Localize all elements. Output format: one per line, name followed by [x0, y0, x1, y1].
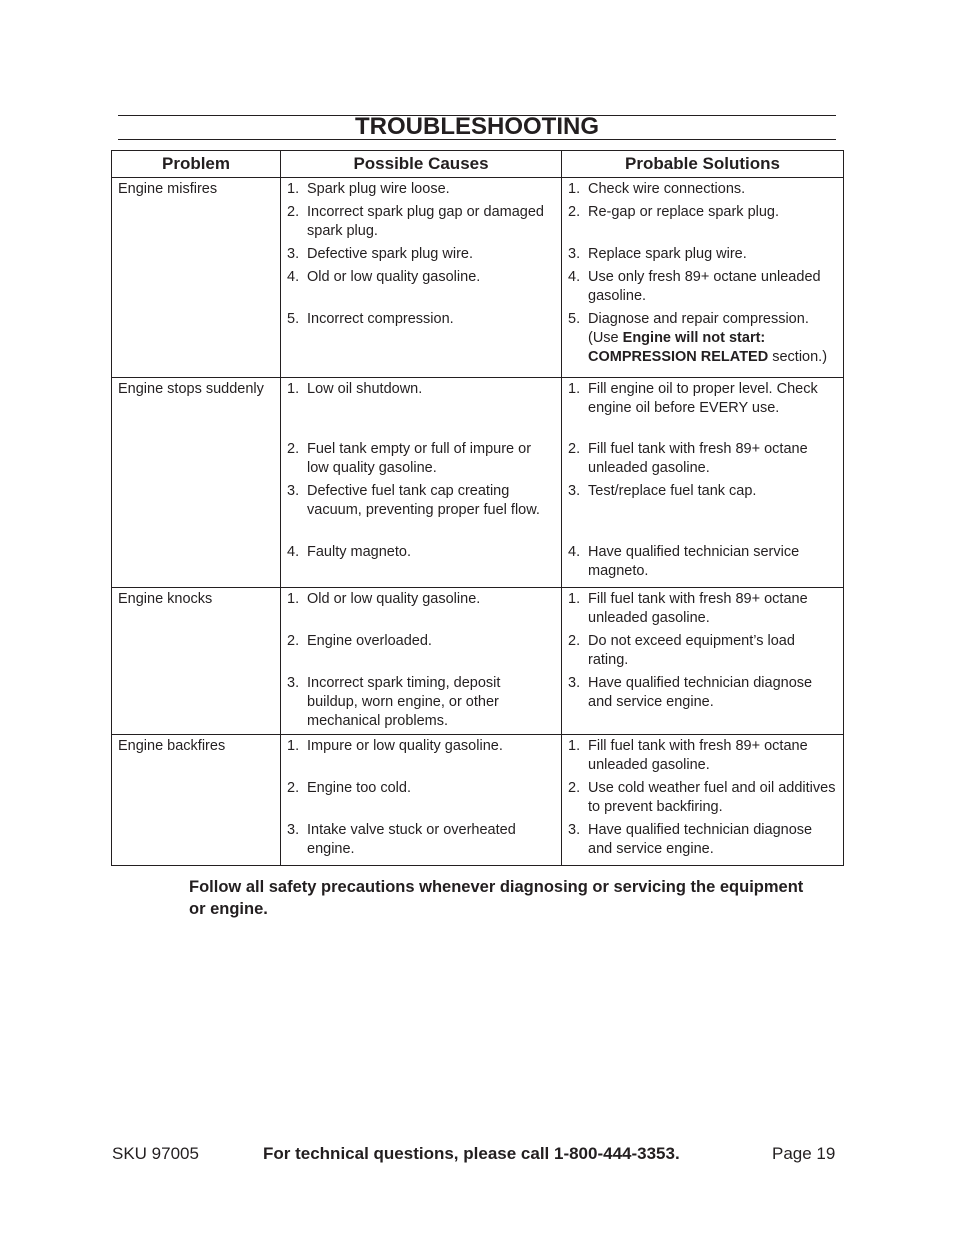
item-number: 1. [568, 181, 581, 197]
problem-cell: Engine knocks [112, 588, 281, 735]
solution-text: Fill fuel tank with fresh 89+ octane unleaded gasoline. [588, 441, 808, 476]
cause-text: Impure or low quality gasoline. [307, 738, 503, 754]
solution-list-item [568, 440, 837, 482]
item-number: 3. [568, 675, 581, 691]
problem-cell: Engine stops suddenly [112, 378, 281, 588]
table-row [112, 378, 844, 588]
item-number: 2. [287, 204, 300, 220]
item-number: 4. [287, 269, 300, 285]
cause-text: Intake valve stuck or overheated engine. [307, 822, 516, 857]
solution-list-item [568, 245, 837, 268]
cause-list-item [287, 180, 555, 203]
solution-text-pre: Diagnose and repair compression. (Use [588, 311, 809, 346]
cause-list-item [287, 779, 555, 821]
table-row [112, 178, 844, 378]
item-number: 2. [568, 633, 581, 649]
causes-cell [281, 735, 562, 866]
cause-text: Incorrect compression. [307, 311, 454, 327]
solution-list-item [568, 779, 837, 821]
item-number: 3. [568, 246, 581, 262]
solution-list-item [568, 180, 837, 203]
solutions-cell [562, 588, 844, 735]
solution-text: Replace spark plug wire. [588, 246, 747, 262]
table-row [112, 588, 844, 735]
cause-list-item [287, 543, 555, 585]
cause-text: Defective spark plug wire. [307, 246, 474, 262]
solution-text: Use cold weather fuel and oil additives to prevent backfiring. [588, 780, 836, 815]
footer-page: Page 19 [772, 1144, 836, 1163]
item-number: 2. [287, 780, 300, 796]
item-number: 5. [287, 311, 300, 327]
footer-sku: SKU 97005 [112, 1144, 199, 1163]
footer-phone: For technical questions, please call 1-800-444-3353. [263, 1144, 680, 1163]
solution-list-item [568, 543, 837, 585]
problem-cell: Engine backfires [112, 735, 281, 866]
item-number: 1. [568, 738, 581, 754]
solution-text: Do not exceed equipment’s load rating. [588, 633, 795, 668]
item-number: 3. [568, 483, 581, 499]
header-probable-solutions: Probable Solutions [562, 151, 844, 178]
solutions-cell [562, 735, 844, 866]
solution-text: Check wire connections. [588, 181, 746, 197]
item-number: 1. [287, 591, 300, 607]
table-header-row [112, 151, 844, 178]
cause-text: Fuel tank empty or full of impure or low quality gasoline. [307, 441, 532, 476]
causes-cell [281, 178, 562, 378]
cause-text: Faulty magneto. [307, 544, 411, 560]
item-number: 1. [287, 181, 300, 197]
cause-text: Engine overloaded. [307, 633, 432, 649]
item-number: 1. [568, 381, 581, 397]
solution-text: Fill engine oil to proper level. Check engine oil before EVERY use. [588, 381, 818, 416]
cause-text: Spark plug wire loose. [307, 181, 450, 197]
solution-text: Test/replace fuel tank cap. [588, 483, 757, 499]
item-number: 1. [568, 591, 581, 607]
solution-text: Fill fuel tank with fresh 89+ octane unleaded gasoline. [588, 738, 808, 773]
item-number: 3. [287, 246, 300, 262]
problem-cell: Engine misfires [112, 178, 281, 378]
solution-text: Re-gap or replace spark plug. [588, 204, 780, 220]
item-number: 4. [568, 269, 581, 285]
table-body [112, 178, 844, 866]
solution-list-item [568, 482, 837, 543]
item-number: 2. [568, 204, 581, 220]
cause-list-item [287, 590, 555, 632]
item-number: 2. [568, 780, 581, 796]
solution-text: Have qualified technician diagnose and service engine. [588, 675, 813, 710]
cause-list-item [287, 482, 555, 543]
cause-text: Low oil shutdown. [307, 381, 423, 397]
cause-text: Defective fuel tank cap creating vacuum, preventing proper fuel flow. [307, 483, 540, 518]
cause-list-item [287, 674, 555, 732]
cause-list-item [287, 268, 555, 310]
cause-list-item [287, 310, 555, 375]
solution-text: Have qualified technician service magneto. [588, 544, 800, 579]
item-number: 2. [287, 633, 300, 649]
solution-list-item [568, 203, 837, 245]
solution-list-item [568, 737, 837, 779]
solution-text-bold-reference: Engine will not start: COMPRESSION RELATED [588, 330, 769, 365]
item-number: 5. [568, 311, 581, 327]
cause-list-item [287, 203, 555, 245]
cause-list-item [287, 440, 555, 482]
item-number: 1. [287, 381, 300, 397]
item-number: 3. [287, 675, 300, 691]
page-title: TROUBLESHOOTING [355, 113, 599, 140]
cause-text: Old or low quality gasoline. [307, 269, 481, 285]
causes-cell [281, 378, 562, 588]
item-number: 1. [287, 738, 300, 754]
solution-text [588, 310, 837, 375]
safety-note: Follow all safety precautions whenever diagnosing or servicing the equipment or engine. [189, 878, 804, 918]
troubleshooting-table [111, 150, 844, 866]
title-rule-bottom [118, 139, 836, 140]
solution-text: Use only fresh 89+ octane unleaded gasoline. [588, 269, 821, 304]
solution-list-item [568, 310, 837, 375]
item-number: 4. [287, 544, 300, 560]
causes-cell [281, 588, 562, 735]
solution-text-post: section.) [768, 349, 828, 365]
solution-list-item [568, 380, 837, 440]
item-number: 3. [568, 822, 581, 838]
solution-text: Have qualified technician diagnose and service engine. [588, 822, 813, 857]
item-number: 2. [287, 441, 300, 457]
cause-list-item [287, 821, 555, 863]
solution-list-item [568, 268, 837, 310]
solution-list-item [568, 674, 837, 732]
cause-text: Old or low quality gasoline. [307, 591, 481, 607]
item-number: 4. [568, 544, 581, 560]
solutions-cell [562, 378, 844, 588]
item-number: 3. [287, 822, 300, 838]
cause-list-item [287, 737, 555, 779]
cause-text: Engine too cold. [307, 780, 411, 796]
table-row [112, 735, 844, 866]
item-number: 2. [568, 441, 581, 457]
solution-text: Fill fuel tank with fresh 89+ octane unleaded gasoline. [588, 591, 808, 626]
cause-list-item [287, 245, 555, 268]
header-possible-causes: Possible Causes [281, 151, 562, 178]
solutions-cell [562, 178, 844, 378]
header-problem: Problem [112, 151, 281, 178]
item-number: 3. [287, 483, 300, 499]
cause-text: Incorrect spark timing, deposit buildup, worn engine, or other mechanical problems. [307, 675, 501, 729]
cause-text: Incorrect spark plug gap or damaged spark plug. [307, 204, 544, 239]
cause-list-item [287, 632, 555, 674]
solution-list-item [568, 821, 837, 863]
solution-list-item [568, 632, 837, 674]
cause-list-item [287, 380, 555, 440]
solution-list-item [568, 590, 837, 632]
